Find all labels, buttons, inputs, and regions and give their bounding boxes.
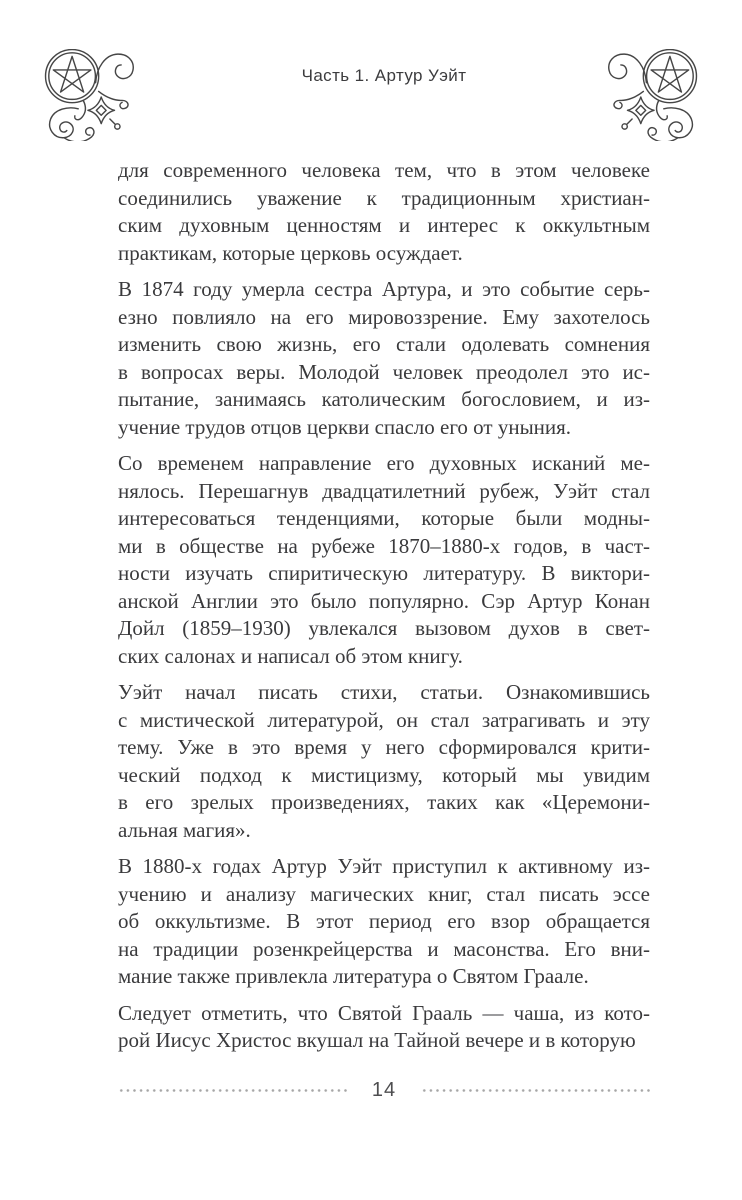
text-line: нялось. Перешагнув двадцатилетний рубеж, Уэйт стал xyxy=(118,478,650,503)
text-line: для современного человека тем, что в этом человеке xyxy=(118,158,650,182)
text-line: учению и анализу магических книг, стал писать эссе xyxy=(118,881,650,906)
pentagram-ornament-left xyxy=(44,49,138,141)
text-line: анской Англии это было популярно. Сэр Артур Конан xyxy=(118,588,650,613)
text-line: об оккультизме. В этот период его взор обращается xyxy=(118,909,650,933)
text-line: изменить свою жизнь, его стали одолевать сомнения xyxy=(118,332,650,356)
pentagram-ornament-right xyxy=(604,49,698,141)
text-line: мание также привлекла литература о Святом Граале. xyxy=(118,964,589,988)
text-line: практикам, которые церковь осуждает. xyxy=(118,240,463,265)
text-line: соединились уважение к традиционным христиан- xyxy=(118,185,650,210)
text-line: В 1874 году умерла сестра Артура, и это событие серь- xyxy=(118,277,650,301)
paragraph xyxy=(118,853,650,991)
footer-dotted-line-left xyxy=(118,1088,347,1093)
paragraph xyxy=(118,1000,650,1055)
text-line: ских салонах и написал об этом книгу. xyxy=(118,643,463,668)
text-line: В 1880-х годах Артур Уэйт приступил к активному из- xyxy=(118,854,650,878)
body-text xyxy=(118,157,650,1055)
text-line: Уэйт начал писать стихи, статьи. Ознакомившись xyxy=(118,680,650,704)
pentagram-flourish-mirrored-icon xyxy=(604,49,698,141)
text-line: ности изучать спиритическую литературу. В виктори- xyxy=(118,561,650,585)
running-header: Часть 1. Артур Уэйт xyxy=(301,66,467,85)
paragraph xyxy=(118,450,650,670)
page-number: 14 xyxy=(371,1078,397,1101)
paragraph xyxy=(118,679,650,844)
paragraph xyxy=(118,157,650,267)
text-line: на традиции розенкрейцерства и масонства. Его вни- xyxy=(118,936,650,961)
text-line: учение трудов отцов церкви спасло его от уныния. xyxy=(118,414,572,439)
text-line: Со временем направление его духовных исканий ме- xyxy=(118,451,650,475)
text-line: Дойл (1859–1930) увлекался вызовом духов в свет- xyxy=(118,616,650,640)
text-line: с мистической литературой, он стал затрагивать и эту xyxy=(118,707,650,732)
text-line: рой Иисус Христос вкушал на Тайной вечере и в которую xyxy=(118,1028,636,1052)
text-line: в его зрелых произведениях, таких как «Церемони- xyxy=(118,790,650,814)
text-line: ским духовным ценностям и интерес к оккультным xyxy=(118,213,650,237)
page-footer xyxy=(118,1076,650,1104)
text-line: ми в обществе на рубеже 1870–1880-х годов, в част- xyxy=(118,533,650,558)
footer-dotted-line-right xyxy=(421,1088,650,1093)
text-line: в вопросах веры. Молодой человек преодолел это ис- xyxy=(118,359,650,384)
text-line: езно повлияло на его мировоззрение. Ему захотелось xyxy=(118,304,650,329)
text-line: альная магия». xyxy=(118,817,251,842)
text-line: ческий подход к мистицизму, который мы увидим xyxy=(118,762,650,787)
pentagram-flourish-icon xyxy=(44,49,138,141)
text-line: пытание, занимаясь католическим богословием, и из- xyxy=(118,387,650,411)
text-line: интересоваться тенденциями, которые были модны- xyxy=(118,506,650,530)
paragraph xyxy=(118,276,650,441)
text-line: тему. Уже в это время у него сформировался крити- xyxy=(118,735,650,759)
text-line: Следует отметить, что Святой Грааль — чаша, из кото- xyxy=(118,1000,650,1025)
